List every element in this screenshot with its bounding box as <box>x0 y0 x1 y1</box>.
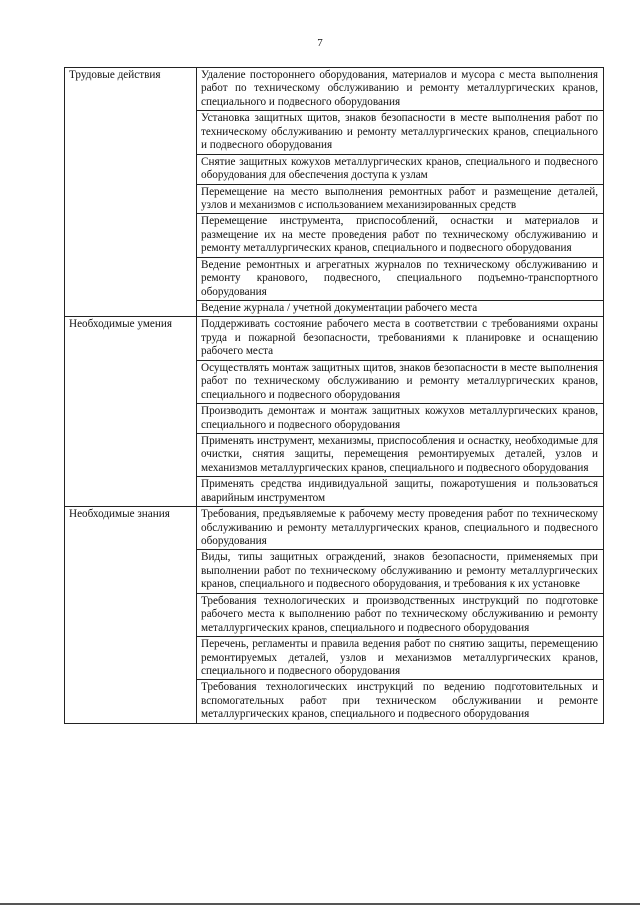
section-item: Требования технологических и производственных инструкций по подготовке рабочего места к выполнению работ по техническому обслуживанию и ремонту металлургических кранов, специального и подвесного оборудования <box>197 593 604 636</box>
section-item: Применять средства индивидуальной защиты, пожаротушения и пользоваться аварийным инструментом <box>197 477 604 507</box>
section-item: Производить демонтаж и монтаж защитных кожухов металлургических кранов, специального и подвесного оборудования <box>197 404 604 434</box>
section-item: Поддерживать состояние рабочего места в соответствии с требованиями охраны труда и пожарной безопасности, требованиями к планировке и оснащению рабочего места <box>197 317 604 360</box>
section-label: Необходимые знания <box>65 507 197 724</box>
section-item: Снятие защитных кожухов металлургических кранов, специального и подвесного оборудования для обеспечения доступа к узлам <box>197 154 604 184</box>
section-label: Трудовые действия <box>65 68 197 317</box>
section-item: Перечень, регламенты и правила ведения работ по снятию защиты, перемещению ремонтируемых деталей, узлов и механизмов металлургических кранов, специального и подвесного оборудования <box>197 637 604 680</box>
section-item: Требования технологических инструкций по ведению подготовительных и вспомогательных работ при техническом обслуживании и ремонте металлургических кранов, специального и подвесного оборудования <box>197 680 604 723</box>
competency-table <box>64 67 604 724</box>
section-item: Перемещение инструмента, приспособлений, оснастки и материалов и размещение их на месте проведения работ по техническому обслуживанию и ремонту металлургических кранов, специального и подвесного оборудования <box>197 214 604 257</box>
section-item: Удаление постороннего оборудования, материалов и мусора с места выполнения работ по техническому обслуживанию и ремонту металлургических кранов, специального и подвесного оборудования <box>197 68 604 111</box>
section-item: Требования, предъявляемые к рабочему месту проведения работ по техническому обслуживанию и ремонту металлургических кранов, специального и подвесного оборудования <box>197 507 604 550</box>
table-row <box>65 68 604 111</box>
section-item: Перемещение на место выполнения ремонтных работ и размещение деталей, узлов и механизмов с использованием механизированных средств <box>197 184 604 214</box>
section-item: Виды, типы защитных ограждений, знаков безопасности, применяемых при выполнении работ по техническому обслуживанию и ремонту металлургических кранов, специального и подвесного оборудования, и требования к их установке <box>197 550 604 593</box>
section-item: Осуществлять монтаж защитных щитов, знаков безопасности в месте выполнения работ по техническому обслуживанию и ремонту металлургических кранов, специального и подвесного оборудования <box>197 360 604 403</box>
section-item: Применять инструмент, механизмы, приспособления и оснастку, необходимые для очистки, снятия защиты, перемещения ремонтируемых деталей, узлов и механизмов металлургических кранов, специального и подвесного оборудования <box>197 433 604 476</box>
section-item: Ведение ремонтных и агрегатных журналов по техническому обслуживанию и ремонту кранового, подвесного, специального подъемно-транспортного оборудования <box>197 257 604 300</box>
section-item: Ведение журнала / учетной документации рабочего места <box>197 301 604 317</box>
table-row <box>65 317 604 360</box>
section-label: Необходимые умения <box>65 317 197 507</box>
section-item: Установка защитных щитов, знаков безопасности в месте выполнения работ по техническому обслуживанию и ремонту металлургических кранов, специального и подвесного оборудования <box>197 111 604 154</box>
table-row <box>65 507 604 550</box>
page-number: 7 <box>317 37 323 49</box>
